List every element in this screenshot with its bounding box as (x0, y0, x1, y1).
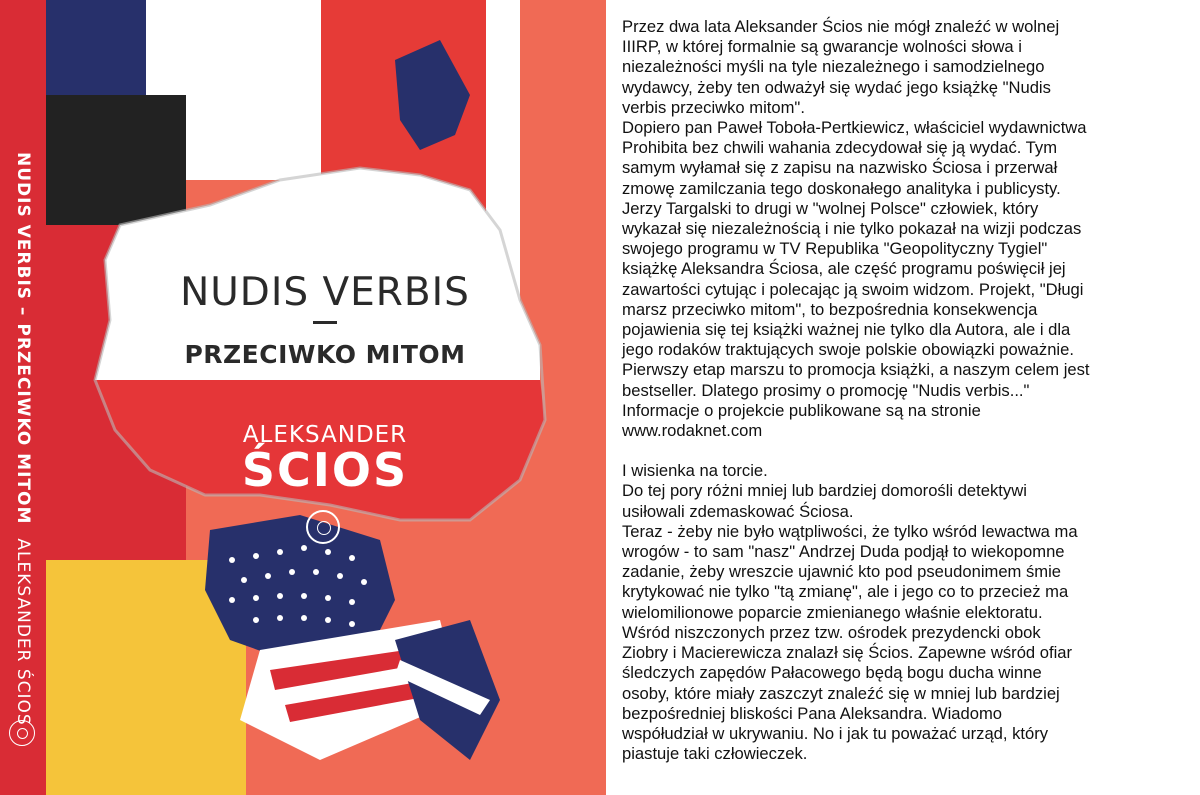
description-line: współudział w ukrywaniu. No i jak tu poważać urząd, który (622, 723, 1049, 743)
description-line: jego rodaków traktujących swoje polskie obowiązki poważnie. (622, 340, 1074, 360)
description-line: osoby, które miały zaszczyt znaleźć się w mniej lub bardziej (622, 683, 1060, 703)
description-line: zawartości cytując i polecając ją swoim widzom. Projekt, "Długi (622, 279, 1084, 299)
spine-text (13, 152, 33, 726)
description-line: krytykować nie tylko "tą zmianę", ale i jego co to przecież ma (622, 582, 1069, 602)
publisher-seal-icon (306, 510, 340, 544)
description-line: Jerzy Targalski to drugi w "wolnej Polsce" człowiek, który (622, 198, 1039, 218)
description-line: pojawienia się tej książki ważnej nie tylko dla Autora, ale i dla (622, 320, 1071, 340)
description-paragraph-2 (622, 461, 1188, 764)
description-line: bestseller. Dlatego prosimy o promocję "Nudis verbis..." (622, 380, 1030, 400)
description-line: samym wyłamał się z zapisu na nazwisko Ściosa i przerwał (622, 158, 1058, 178)
paragraph-gap (622, 441, 1188, 461)
description-line: verbis przeciwko mitom". (622, 97, 805, 117)
publisher-logo-icon (9, 720, 35, 746)
cover-subtitle: PRZECIWKO MITOM (184, 340, 466, 369)
description-line: Teraz - żeby nie było wątpliwości, że tylko wśród lewactwa ma (622, 521, 1078, 541)
description-line: książkę Aleksandra Ściosa, ale część programu poświęcił jej (622, 259, 1066, 279)
description-paragraph-1 (622, 17, 1188, 441)
cover-author-last-name: ŚCIOS (241, 443, 409, 497)
description-line: www.rodaknet.com (622, 421, 763, 441)
spine-author: ALEKSANDER ŚCIOS (13, 538, 33, 726)
description-line: I wisienka na torcie. (622, 461, 768, 481)
description-line: Pierwszy etap marszu to promocja książki, a naszym celem jest (622, 360, 1090, 380)
description-line: wielomilionowe poparcie zmienianego właśnie elektoratu. (622, 602, 1043, 622)
description-line: zmowę zamilczania tego doskonałego analityka i publicysty. (622, 178, 1061, 198)
description-line: niezależności myśli na tyle niezależnego i samodzielnego (622, 57, 1045, 77)
description-line: wykazał się niezależnością i nie tylko pokazał na wizji podczas (622, 219, 1082, 239)
title-divider (313, 321, 337, 324)
book-description (622, 17, 1188, 764)
description-line: Wśród niszczonych przez tzw. ośrodek prezydencki obok (622, 622, 1041, 642)
book-spine (0, 0, 46, 795)
description-line: Przez dwa lata Aleksander Ścios nie mógł znaleźć w wolnej (622, 17, 1060, 36)
description-line: Dopiero pan Paweł Toboła-Pertkiewicz, właściciel wydawnictwa (622, 118, 1087, 138)
description-line: zadanie, żeby wreszcie ujawnić kto pod pseudonimem śmie (622, 562, 1062, 582)
description-line: piastuje taki człowieczek. (622, 744, 808, 764)
black-flag-fragment (46, 95, 186, 225)
description-line: Do tej pory różni mniej lub bardziej domorośli detektywi (622, 481, 1027, 501)
navy-flag-fragment (46, 0, 146, 95)
description-line: marsz przeciwko mitom", to bezpośrednia konsekwencja (622, 299, 1038, 319)
description-line: Prohibita bez chwili wahania zdecydował się ją wydać. Tym (622, 138, 1058, 158)
description-line: wrogów - to sam "nasz" Andrzej Duda podjął to wiekopomne (622, 542, 1065, 562)
description-line: swojego programu w TV Republika "Geopolityczny Tygiel" (622, 239, 1048, 259)
description-line: Informacje o projekcie publikowane są na stronie (622, 400, 981, 420)
description-line: usiłowali zdemaskować Ściosa. (622, 501, 854, 521)
spine-title: NUDIS VERBIS – PRZECIWKO MITOM (13, 152, 33, 525)
cover-author-first-name: ALEKSANDER (242, 422, 408, 448)
cover-title: NUDIS VERBIS (180, 270, 470, 315)
description-line: bezpośredniej bliskości Pana Aleksandra. Wiadomo (622, 703, 1003, 723)
description-line: wydawcy, żeby ten odważył się wydać jego książkę "Nudis (622, 77, 1051, 97)
description-line: IIIRP, w której formalnie są gwarancje wolności słowa i (622, 37, 1022, 57)
description-line: śledczych zapędów Pałacowego będą bogu ducha winne (622, 663, 1042, 683)
description-line: Ziobry i Macierewicza znalazł się Ścios. Zapewne wśród ofiar (622, 643, 1073, 663)
